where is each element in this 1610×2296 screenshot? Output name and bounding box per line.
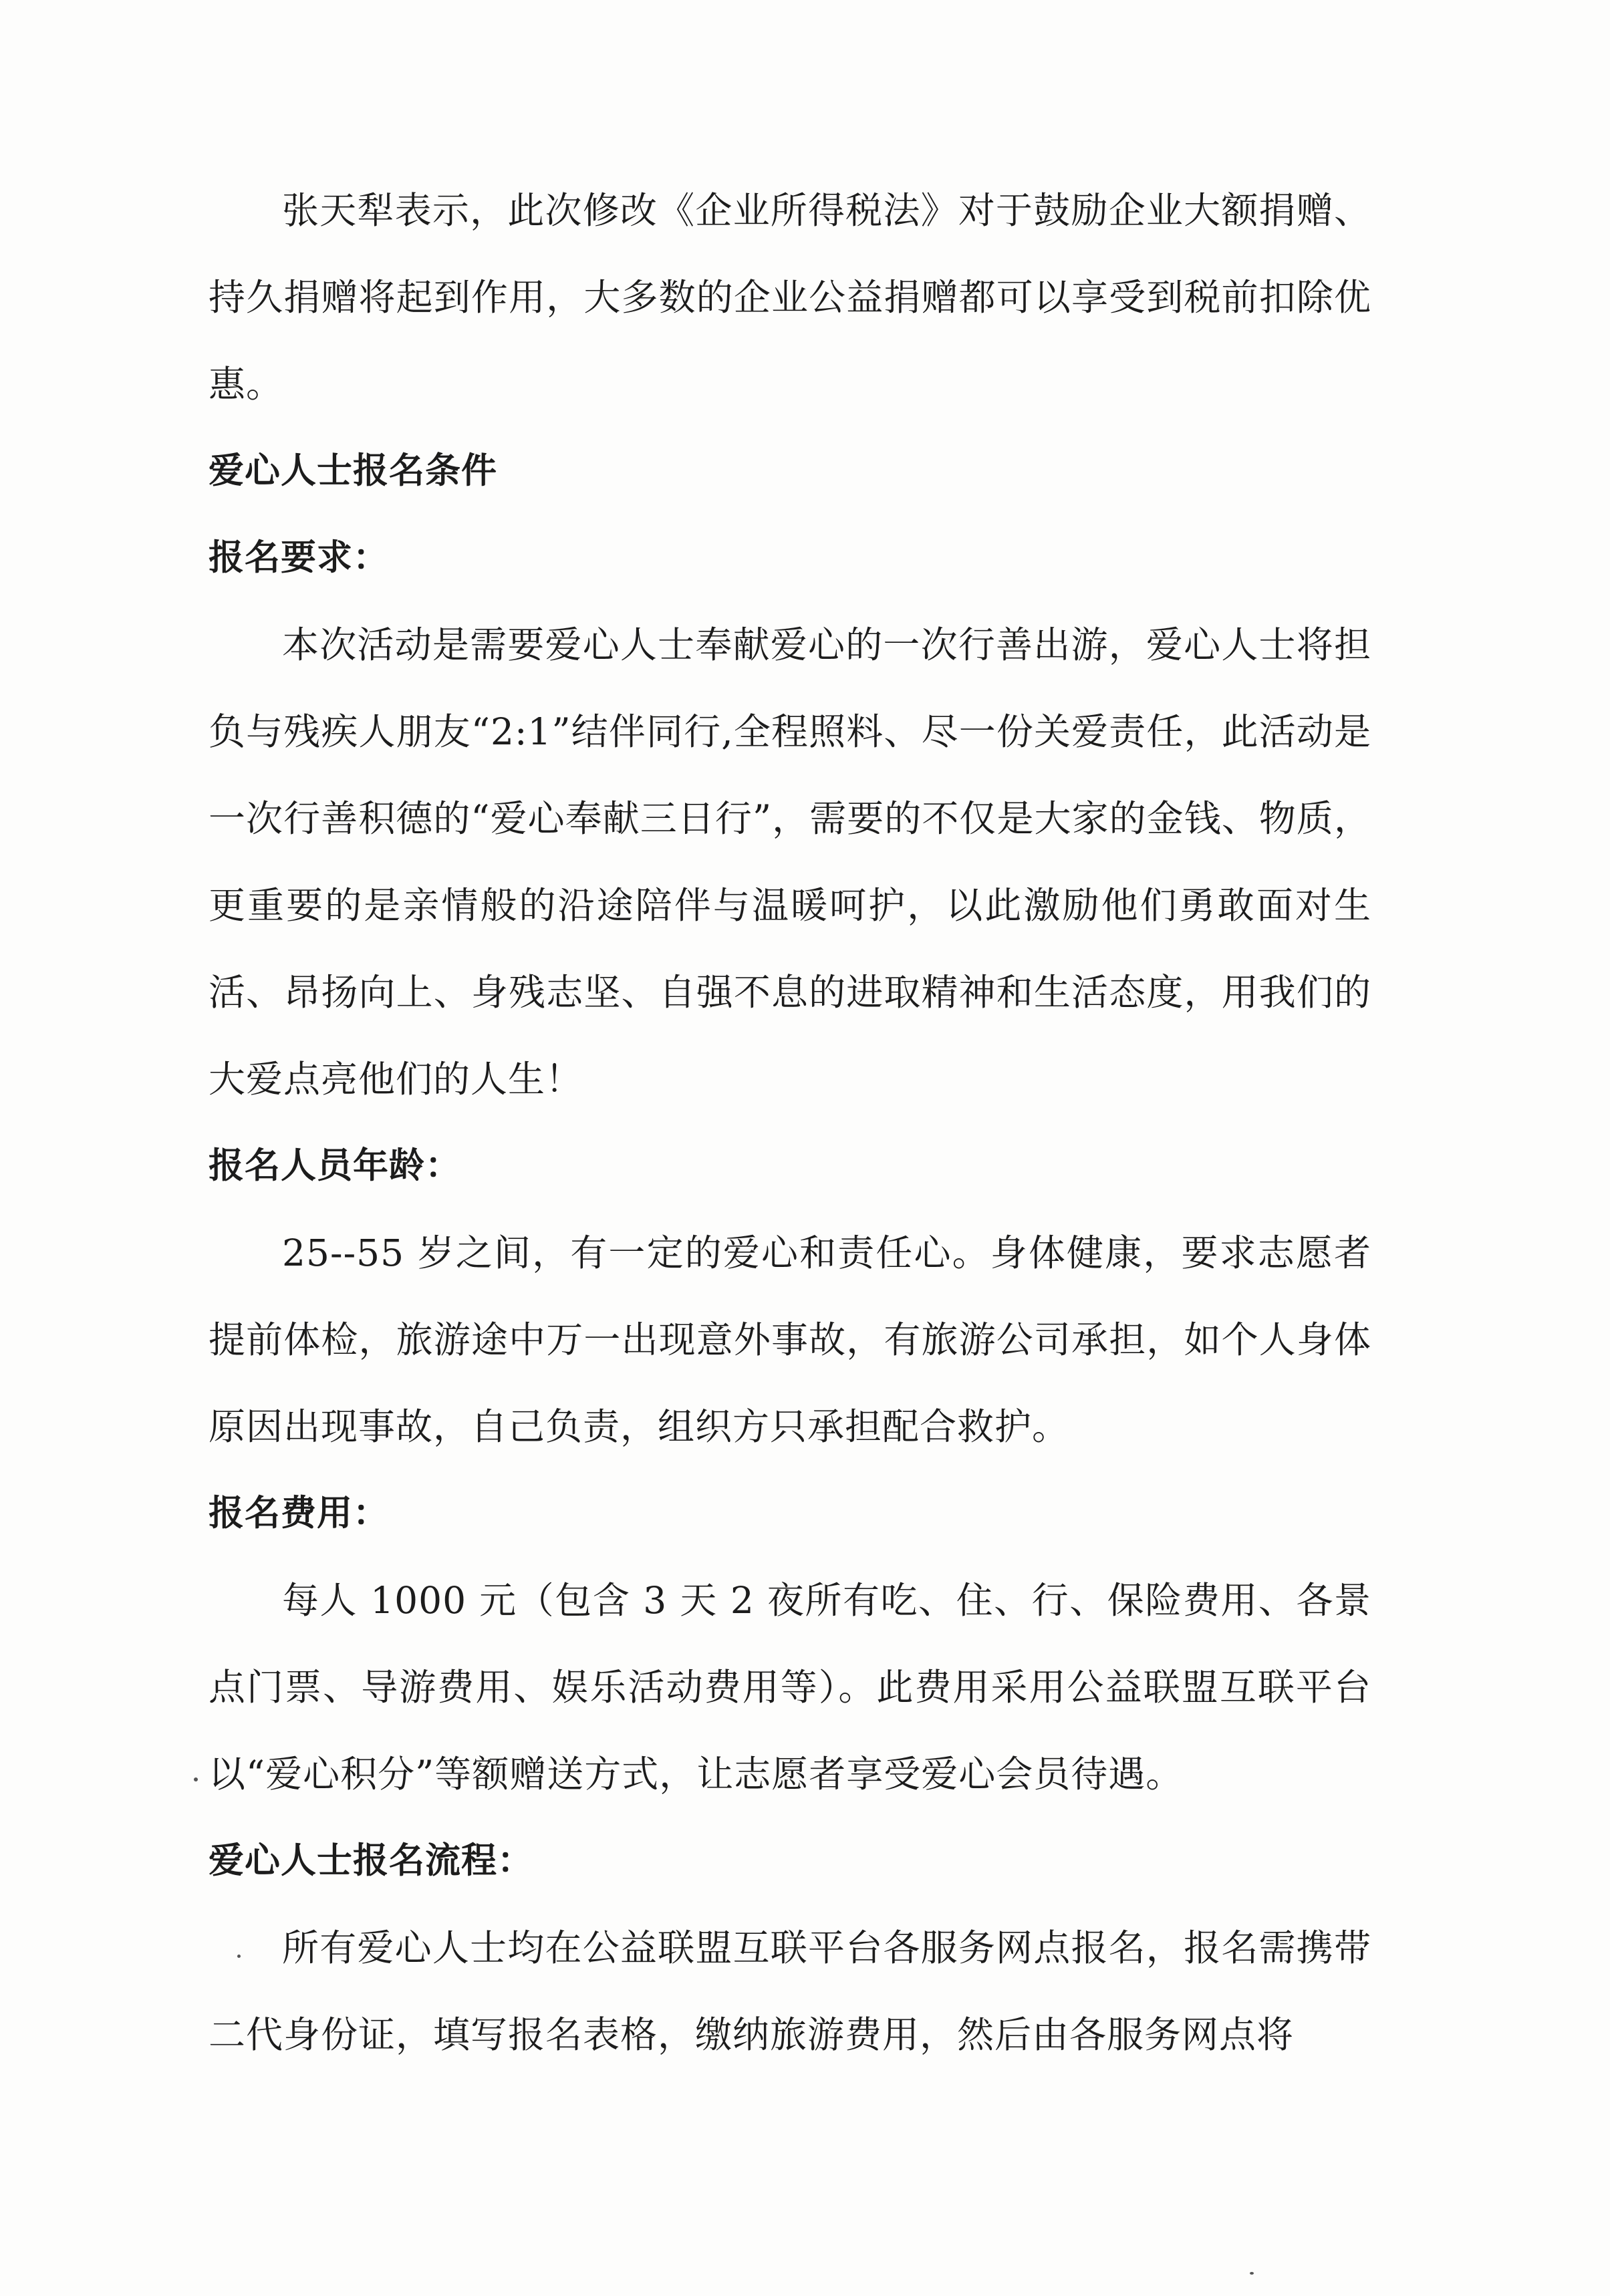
scan-speck xyxy=(1250,2272,1254,2275)
scan-speck xyxy=(237,1955,241,1958)
paragraph-process-details: 所有爱心人士均在公益联盟互联平台各服务网点报名，报名需携带二代身份证，填写报名表格，缴纳旅游费用，然后由各服务网点将 xyxy=(209,1926,1371,2056)
scan-speck xyxy=(194,1777,198,1781)
heading-registration-fee: 报名费用： xyxy=(209,1493,389,1534)
heading-registration-requirements: 报名要求： xyxy=(209,537,389,578)
heading-age-requirement: 报名人员年龄： xyxy=(209,1145,461,1186)
paragraph-tax-law: 张天犁表示，此次修改《企业所得税法》对于鼓励企业大额捐赠、持久捐赠将起到作用，大多数的企业公益捐赠都可以享受到税前扣除优惠。 xyxy=(209,189,1371,406)
heading-registration-process: 爱心人士报名流程： xyxy=(209,1840,533,1881)
document-body xyxy=(209,167,1371,2078)
heading-registration-conditions: 爱心人士报名条件 xyxy=(209,450,497,491)
paragraph-activity-description: 本次活动是需要爱心人士奉献爱心的一次行善出游，爱心人士将担负与残疾人朋友“2:1”结伴同行,全程照料、尽一份关爱责任，此活动是一次行善积德的“爱心奉献三日行”，需要的不仅是大家的金钱、物质，更重要的是亲情般的沿途陪伴与温暖呵护，以此激励他们勇敢面对生活、昂扬向上、身残志坚、自强不息的进取精神和生活态度，用我们的大爱点亮他们的人生！ xyxy=(209,623,1371,1101)
paragraph-fee-details: 每人 1000 元（包含 3 天 2 夜所有吃、住、行、保险费用、各景点门票、导游费用、娱乐活动费用等）。此费用采用公益联盟互联平台以“爱心积分”等额赠送方式，让志愿者享受爱心会员待遇。 xyxy=(209,1579,1371,1796)
paragraph-age-details: 25--55 岁之间，有一定的爱心和责任心。身体健康，要求志愿者提前体检，旅游途中万一出现意外事故，有旅游公司承担，如个人身体原因出现事故，自己负责，组织方只承担配合救护。 xyxy=(209,1232,1371,1448)
